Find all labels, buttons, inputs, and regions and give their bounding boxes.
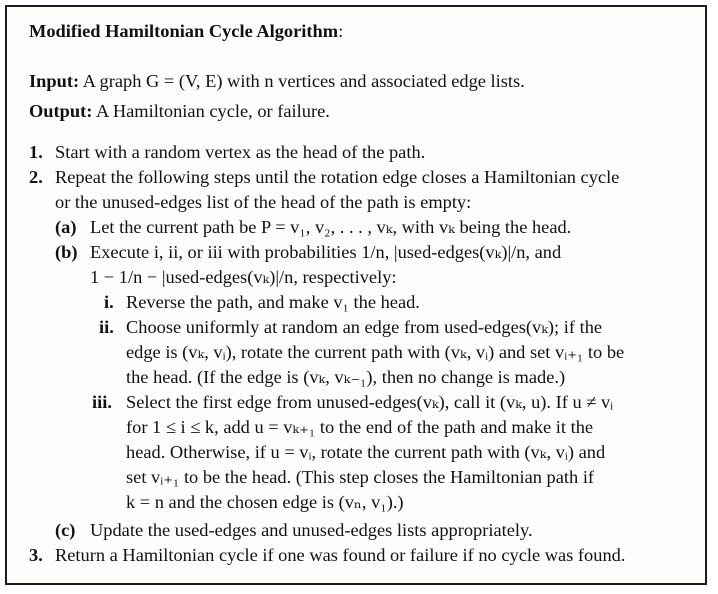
- step-1-label: 1.: [29, 142, 43, 162]
- option-i-label: i.: [104, 292, 114, 312]
- option-iii-label: iii.: [92, 392, 112, 412]
- option-iii-text-line-5: k = n and the chosen edge is (vₙ, v₁).): [126, 492, 404, 512]
- algorithm-box: [5, 5, 707, 585]
- input-label: Input:: [29, 71, 80, 91]
- step-3-text: Return a Hamiltonian cycle if one was found or failure if no cycle was found.: [55, 545, 626, 565]
- step-1-text: Start with a random vertex as the head of the path.: [55, 142, 426, 162]
- substep-b-text-line-2: 1 − 1/n − |used-edges(vₖ)|/n, respectively:: [90, 267, 397, 287]
- option-ii-label: ii.: [99, 317, 114, 337]
- substep-c-label: (c): [55, 520, 76, 540]
- substep-a-text: Let the current path be P = v₁, v₂, . . . , vₖ, with vₖ being the head.: [90, 217, 572, 237]
- step-3-label: 3.: [29, 545, 43, 565]
- option-iii-text-line-3: head. Otherwise, if u = vᵢ, rotate the current path with (vₖ, vᵢ) and: [126, 442, 606, 462]
- option-i-text: Reverse the path, and make v₁ the head.: [126, 292, 420, 312]
- title-colon: :: [338, 21, 344, 41]
- option-ii-text-line-2: edge is (vₖ, vᵢ), rotate the current path with (vₖ, vᵢ) and set vᵢ₊₁ to be: [126, 342, 625, 362]
- input-text: A graph G = (V, E) with n vertices and associated edge lists.: [82, 71, 525, 91]
- option-iii-text-line-2: for 1 ≤ i ≤ k, add u = vₖ₊₁ to the end of the path and make it the: [126, 417, 594, 437]
- output-text: A Hamiltonian cycle, or failure.: [95, 101, 330, 121]
- step-2-text-line-1: Repeat the following steps until the rotation edge closes a Hamiltonian cycle: [55, 167, 620, 187]
- algorithm-title: Modified Hamiltonian Cycle Algorithm: [29, 21, 339, 41]
- substep-b-label: (b): [55, 242, 78, 262]
- step-2-label: 2.: [29, 167, 43, 187]
- step-2-text-line-2: or the unused-edges list of the head of the path is empty:: [55, 192, 472, 212]
- substep-b-text-line-1: Execute i, ii, or iii with probabilities 1/n, |used-edges(vₖ)|/n, and: [90, 242, 562, 262]
- option-iii-text-line-4: set vᵢ₊₁ to be the head. (This step closes the Hamiltonian path if: [126, 467, 595, 487]
- output-label: Output:: [29, 101, 93, 121]
- input-line: [29, 69, 525, 93]
- substep-a-label: (a): [55, 217, 77, 237]
- output-line: [29, 99, 330, 123]
- option-ii-text-line-1: Choose uniformly at random an edge from used-edges(vₖ); if the: [126, 317, 603, 337]
- option-iii-text-line-1: Select the first edge from unused-edges(vₖ), call it (vₖ, u). If u ≠ vᵢ: [126, 392, 614, 412]
- substep-c-text: Update the used-edges and unused-edges lists appropriately.: [90, 520, 533, 540]
- option-ii-text-line-3: the head. (If the edge is (vₖ, vₖ₋₁), then no change is made.): [126, 367, 566, 387]
- algorithm-heading: [29, 19, 343, 43]
